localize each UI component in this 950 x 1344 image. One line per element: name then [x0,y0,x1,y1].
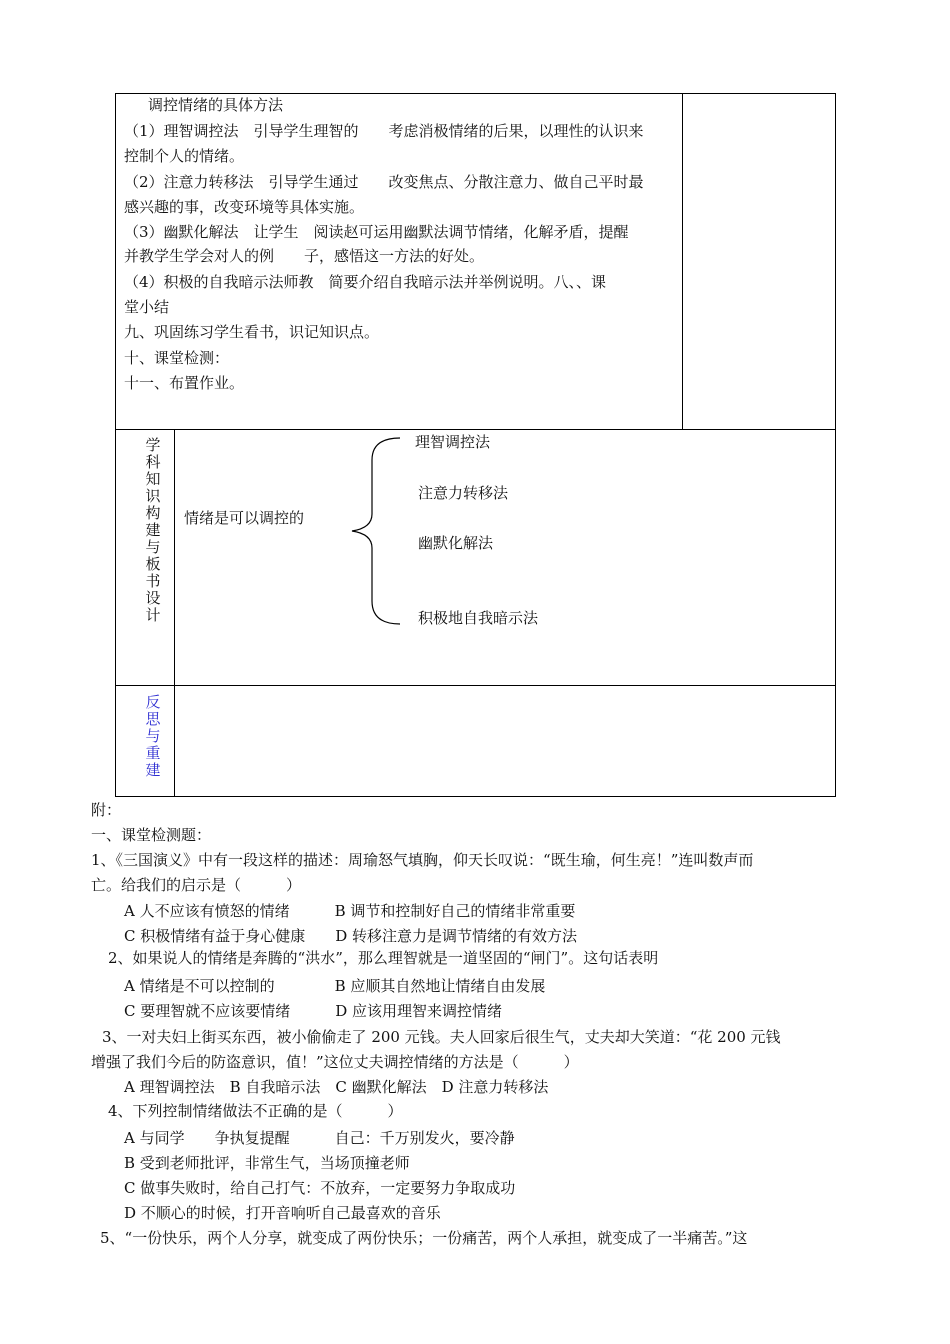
option-line: A 人不应该有愤怒的情绪 B 调节和控制好自己的情绪非常重要 [124,902,576,920]
methods-line: 控制个人的情绪。 [124,147,245,165]
methods-line: （1）理智调控法 引导学生理智的 考虑消极情绪的后果，以理性的认识来 [124,122,644,140]
question-line: 2、如果说人的情绪是奔腾的“洪水”，那么理智就是一道坚固的“闸门”。这句话表明 [108,949,659,967]
methods-line: 并教学生学会对人的例 子，感悟这一方法的好处。 [124,247,485,265]
board-branch-2: 注意力转移法 [418,484,509,502]
methods-heading: 调控情绪的具体方法 [148,96,284,114]
option-line: C 做事失败时，给自己打气：不放弃，一定要努力争取成功 [124,1179,516,1197]
question-line: 1、《三国演义》中有一段这样的描述：周瑜怒气填胸，仰天长叹说：“既生瑜，何生亮！”连叫数声而 [91,851,754,869]
option-line: D 不顺心的时候，打开音响听自己最喜欢的音乐 [124,1204,441,1222]
methods-line: （3）幽默化解法 让学生 阅读赵可运用幽默法调节情绪，化解矛盾，提醒 [124,223,629,241]
methods-line: 堂小结 [124,298,170,316]
methods-line: （4）积极的自我暗示法师教 简要介绍自我暗示法并举例说明。八、、课 [124,273,607,291]
methods-line: 感兴趣的事，改变环境等具体实施。 [124,198,365,216]
board-side-label: 学科知识构建与板书设计 [145,436,161,624]
question-line: 3、一对夫妇上街买东西，被小偷偷走了 200 元钱。夫人回家后很生气，丈夫却大笑道：“花 200 元钱 [102,1028,781,1046]
question-line: 增强了我们今后的防盗意识，值！”这位丈夫调控情绪的方法是（ ） [91,1053,579,1071]
board-branch-1: 理智调控法 [415,433,491,451]
option-line: A 与同学 争执复提醒 自己：千万别发火，要冷静 [124,1129,515,1147]
option-line: C 要理智就不应该要情绪 D 应该用理智来调控情绪 [124,1002,503,1020]
question-line: 4、下列控制情绪做法不正确的是（ ） [108,1102,403,1120]
methods-line: 十、课堂检测： [124,349,230,367]
board-branch-4: 积极地自我暗示法 [418,609,539,627]
board-branch-3: 幽默化解法 [418,534,494,552]
reflection-side-label: 反思与重建 [145,693,161,779]
methods-line: （2）注意力转移法 引导学生通过 改变焦点、分散注意力、做自己平时最 [124,173,644,191]
board-root-node: 情绪是可以调控的 [184,509,305,527]
option-line: A 情绪是不可以控制的 B 应顺其自然地让情绪自由发展 [124,977,546,995]
appendix-title: 附： [91,801,122,819]
question-line: 5、“一份快乐，两个人分享，就变成了两份快乐；一份痛苦，两个人承担，就变成了一半痛苦。”这 [100,1229,748,1247]
curly-brace [352,438,400,624]
methods-line: 十一、布置作业。 [124,374,245,392]
appendix-section: 一、课堂检测题： [91,826,212,844]
option-line: C 积极情绪有益于身心健康 D 转移注意力是调节情绪的有效方法 [124,927,578,945]
option-line: A 理智调控法 B 自我暗示法 C 幽默化解法 D 注意力转移法 [124,1078,549,1096]
methods-line: 九、巩固练习学生看书，识记知识点。 [124,323,380,341]
option-line: B 受到老师批评，非常生气，当场顶撞老师 [124,1154,410,1172]
question-line: 亡。给我们的启示是（ ） [91,876,302,894]
